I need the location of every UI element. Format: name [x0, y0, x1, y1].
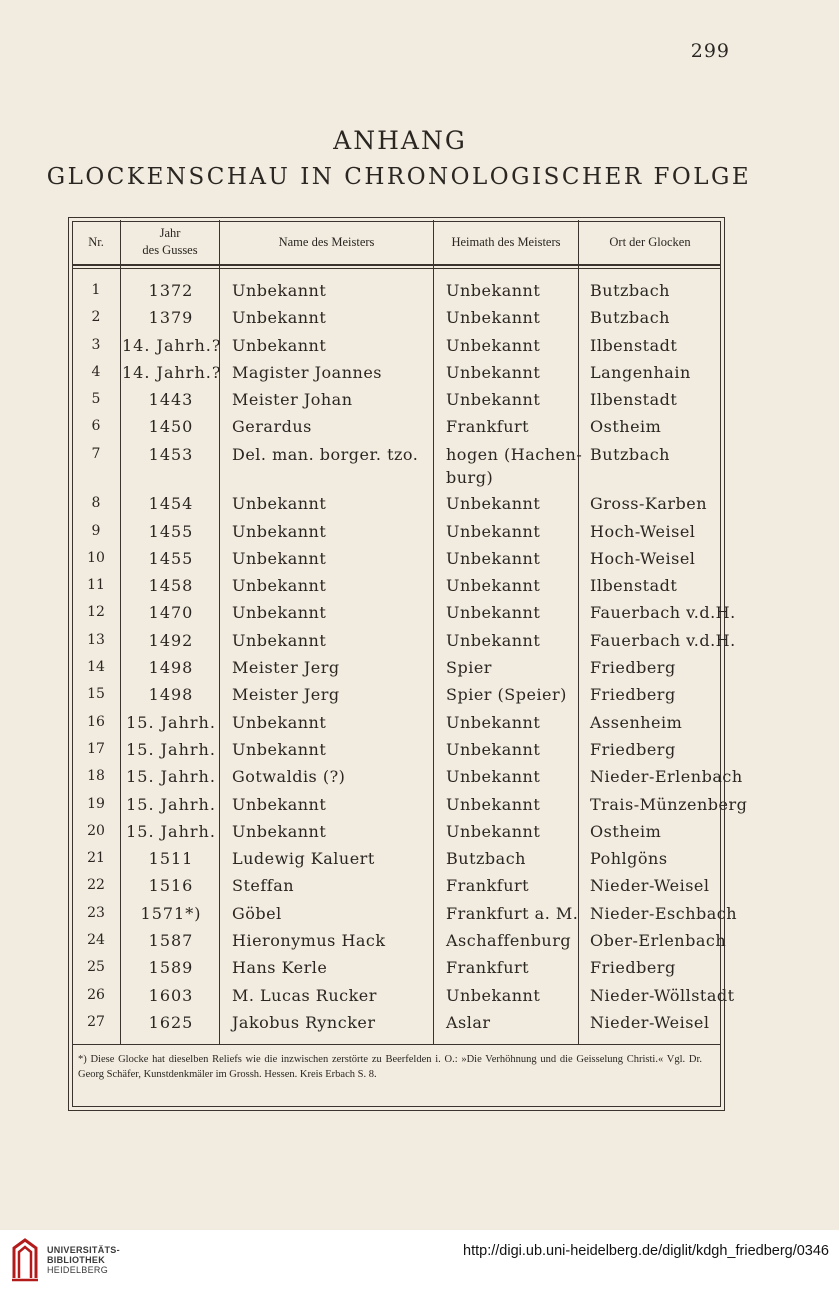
cell-year: 1589 — [148, 958, 194, 978]
cell-master-name: Unbekannt — [232, 603, 327, 623]
cell-year: 1498 — [148, 685, 194, 705]
cell-year: 1454 — [148, 494, 194, 514]
cell-year: 1470 — [148, 603, 194, 623]
cell-nr: 1 — [91, 282, 101, 298]
cell-master-name: Del. man. borger. tzo. — [232, 444, 419, 464]
cell-location: Hoch-Weisel — [590, 521, 696, 541]
table-row — [72, 982, 735, 1009]
cell-nr: 7 — [91, 445, 101, 462]
cell-master-name: Jakobus Ryncker — [232, 1012, 376, 1032]
table-row — [72, 954, 720, 981]
header-nr-label: Nr. — [88, 234, 104, 249]
cell-year: 1571*) — [140, 903, 202, 923]
cell-nr: 18 — [87, 768, 105, 785]
cell-location: Nieder-Erlenbach — [590, 767, 743, 787]
header-ort — [579, 220, 721, 264]
table-row — [72, 599, 736, 626]
cell-master-name: Unbekannt — [232, 335, 327, 355]
cell-nr: 16 — [87, 713, 105, 730]
cell-location: Fauerbach v.d.H. — [590, 630, 736, 650]
table-row — [72, 277, 720, 304]
header-name-label: Name des Meisters — [278, 234, 375, 249]
cell-year: 1511 — [148, 849, 194, 869]
cell-location: Gross-Karben — [590, 494, 708, 514]
table-row — [72, 872, 720, 899]
table-row — [72, 332, 720, 359]
cell-year: 1453 — [148, 444, 194, 464]
cell-heimath: Aschaffenburg — [446, 931, 572, 951]
logo-line-2: BIBLIOTHEK — [47, 1255, 105, 1265]
cell-heimath: Unbekannt — [446, 794, 541, 814]
cell-year: 14. Jahrh.? — [122, 335, 222, 355]
cell-nr: 21 — [87, 850, 105, 867]
cell-year: 15. Jahrh. — [126, 712, 216, 732]
cell-year: 15. Jahrh. — [126, 821, 216, 841]
table-row — [72, 900, 738, 927]
cell-location: Nieder-Weisel — [590, 876, 710, 896]
cell-year: 1625 — [148, 1012, 194, 1032]
table-row — [72, 545, 720, 572]
cell-nr: 12 — [87, 604, 105, 621]
page-number: 299 — [690, 40, 730, 62]
cell-nr: 15 — [87, 686, 105, 703]
cell-heimath: Unbekannt — [446, 308, 541, 328]
cell-year: 1455 — [148, 521, 194, 541]
cell-year: 1455 — [148, 548, 194, 568]
cell-location: Ilbenstadt — [590, 335, 678, 355]
cell-heimath: Unbekannt — [446, 603, 541, 623]
table-row — [72, 845, 720, 872]
footnote-rule — [72, 1044, 720, 1045]
header-rule-thin — [72, 268, 720, 269]
table-body — [72, 277, 748, 1036]
cell-heimath: Unbekannt — [446, 630, 541, 650]
cell-master-name: Magister Joannes — [232, 362, 382, 382]
table-row — [72, 572, 720, 599]
cell-location: Nieder-Wöllstadt — [590, 985, 735, 1005]
cell-nr: 14 — [87, 659, 105, 676]
cell-heimath: Frankfurt — [446, 417, 530, 437]
source-url-link[interactable]: http://digi.ub.uni-heidelberg.de/diglit/kdgh_friedberg/0346 — [463, 1243, 829, 1259]
header-ort-label: Ort der Glocken — [609, 234, 691, 249]
table-row — [72, 736, 720, 763]
header-year-line1: Jahr — [159, 226, 181, 241]
cell-location: Ostheim — [590, 821, 662, 841]
cell-year: 1443 — [148, 390, 194, 410]
cell-nr: 22 — [87, 877, 105, 894]
table-row — [72, 681, 720, 708]
cell-nr: 24 — [87, 932, 105, 949]
header-heimath-label: Heimath des Meisters — [451, 234, 561, 249]
logo-line-1: UNIVERSITÄTS- — [47, 1245, 120, 1255]
cell-year: 1516 — [148, 876, 194, 896]
library-logo-text — [47, 1245, 120, 1275]
cell-year: 15. Jahrh. — [126, 767, 216, 787]
table-row — [72, 709, 720, 736]
table-row — [72, 818, 720, 845]
cell-heimath: Aslar — [446, 1012, 491, 1032]
cell-heimath: Frankfurt — [446, 876, 530, 896]
cell-master-name: Unbekannt — [232, 281, 327, 300]
page-title: ANHANG — [333, 125, 467, 155]
cell-location: Ilbenstadt — [590, 390, 678, 410]
cell-location: Butzbach — [590, 444, 670, 464]
cell-nr: 17 — [87, 740, 105, 757]
cell-master-name: Unbekannt — [232, 794, 327, 814]
cell-nr: 27 — [87, 1013, 105, 1030]
cell-year: 1372 — [148, 281, 194, 300]
cell-location: Langenhain — [590, 362, 691, 382]
cell-location: Assenheim — [590, 712, 683, 732]
library-footer — [0, 1230, 839, 1291]
cell-location: Fauerbach v.d.H. — [590, 603, 736, 623]
cell-year: 1603 — [148, 985, 194, 1005]
cell-heimath: Unbekannt — [446, 362, 541, 382]
cell-location: Nieder-Eschbach — [590, 903, 738, 923]
header-year-line2: des Gusses — [142, 243, 198, 257]
cell-year: 1450 — [148, 417, 194, 437]
page-subtitle: GLOCKENSCHAU IN CHRONOLOGISCHER FOLGE — [46, 164, 752, 190]
cell-nr: 5 — [91, 391, 101, 408]
cell-master-name: Hieronymus Hack — [232, 931, 386, 951]
cell-heimath: Unbekannt — [446, 390, 541, 410]
footnote: *) Diese Glocke hat dieselben Reliefs wie die inzwischen zerstörte zu Beerfelden i. O.: »Die Verhöhnung und die Geisselung Christi.« Vgl. Dr. Georg Schäfer, Kunstdenkmäler im Grossh. Hessen. Kreis Erbach S. 8. — [78, 1054, 702, 1080]
cell-heimath: Unbekannt — [446, 281, 541, 300]
table-row — [72, 386, 720, 413]
cell-location: Pohlgöns — [590, 849, 668, 869]
cell-heimath: Butzbach — [446, 849, 526, 869]
cell-year: 1587 — [148, 931, 194, 951]
cell-year: 1458 — [148, 576, 194, 596]
library-logo-icon — [10, 1238, 40, 1282]
cell-nr: 6 — [91, 418, 101, 435]
cell-heimath: Unbekannt — [446, 739, 541, 759]
cell-master-name: Gerardus — [232, 417, 312, 437]
cell-master-name: Steffan — [232, 876, 295, 896]
cell-location: Friedberg — [590, 658, 676, 678]
cell-location: Butzbach — [590, 281, 670, 300]
cell-location: Ilbenstadt — [590, 576, 678, 596]
cell-nr: 19 — [87, 795, 105, 812]
cell-heimath: Unbekannt — [446, 576, 541, 596]
cell-heimath: Unbekannt — [446, 521, 541, 541]
table-row — [72, 490, 720, 517]
cell-location: Hoch-Weisel — [590, 548, 696, 568]
cell-master-name: Unbekannt — [232, 712, 327, 732]
cell-nr: 23 — [87, 904, 105, 921]
cell-location: Ober-Erlenbach — [590, 931, 727, 951]
cell-location: Butzbach — [590, 308, 670, 328]
cell-heimath: Unbekannt — [446, 335, 541, 355]
cell-location: Nieder-Weisel — [590, 1012, 710, 1032]
cell-master-name: Hans Kerle — [232, 958, 328, 978]
cell-year: 1492 — [148, 630, 194, 650]
cell-location: Friedberg — [590, 739, 676, 759]
cell-heimath: Frankfurt — [446, 958, 530, 978]
cell-nr: 2 — [91, 309, 101, 326]
cell-master-name: Meister Johan — [232, 390, 353, 410]
cell-nr: 11 — [87, 577, 105, 594]
header-year — [121, 220, 219, 264]
cell-master-name: Unbekannt — [232, 308, 327, 328]
logo-line-3: HEIDELBERG — [47, 1265, 109, 1275]
cell-nr: 20 — [87, 822, 105, 839]
cell-nr: 8 — [91, 495, 101, 512]
table-row — [72, 359, 720, 386]
table-row — [72, 441, 720, 491]
cell-master-name: Meister Jerg — [232, 658, 340, 678]
cell-location: Trais-Münzenberg — [590, 794, 748, 814]
cell-heimath: Spier (Speier) — [446, 685, 567, 705]
cell-heimath: Unbekannt — [446, 767, 541, 787]
cell-nr: 26 — [87, 986, 105, 1003]
cell-year: 15. Jahrh. — [126, 739, 216, 759]
cell-master-name: M. Lucas Rucker — [232, 985, 377, 1005]
cell-master-name: Unbekannt — [232, 521, 327, 541]
cell-heimath: Spier — [446, 658, 492, 678]
cell-heimath: hogen (Hachen-burg) — [446, 444, 583, 487]
cell-nr: 9 — [91, 522, 101, 539]
header-nr — [72, 220, 120, 264]
cell-master-name: Unbekannt — [232, 739, 327, 759]
cell-master-name: Meister Jerg — [232, 685, 340, 705]
header-name — [220, 220, 433, 264]
cell-heimath: Unbekannt — [446, 985, 541, 1005]
cell-heimath: Frankfurt a. M. — [446, 903, 579, 923]
cell-location: Friedberg — [590, 958, 676, 978]
cell-master-name: Unbekannt — [232, 576, 327, 596]
table-row — [72, 791, 748, 818]
cell-nr: 13 — [87, 631, 105, 648]
cell-heimath: Unbekannt — [446, 712, 541, 732]
cell-master-name: Unbekannt — [232, 821, 327, 841]
header-heimath — [434, 220, 578, 264]
header-rule — [72, 264, 720, 266]
cell-location: Ostheim — [590, 417, 662, 437]
table-row — [72, 763, 743, 790]
table-row — [72, 413, 720, 440]
cell-nr: 3 — [91, 336, 101, 353]
cell-year: 1379 — [148, 308, 194, 328]
table-row — [72, 654, 720, 681]
cell-heimath: Unbekannt — [446, 548, 541, 568]
cell-master-name: Unbekannt — [232, 630, 327, 650]
cell-nr: 10 — [87, 549, 105, 566]
cell-heimath: Unbekannt — [446, 821, 541, 841]
cell-year: 15. Jahrh. — [126, 794, 216, 814]
table-row — [72, 927, 727, 954]
cell-master-name: Göbel — [232, 903, 282, 923]
cell-year: 14. Jahrh.? — [122, 362, 222, 382]
cell-master-name: Unbekannt — [232, 548, 327, 568]
cell-location: Friedberg — [590, 685, 676, 705]
table-row — [72, 1009, 720, 1036]
cell-master-name: Gotwaldis (?) — [232, 767, 346, 787]
table-row — [72, 304, 720, 331]
cell-master-name: Ludewig Kaluert — [232, 849, 375, 869]
cell-nr: 4 — [91, 363, 101, 380]
cell-master-name: Unbekannt — [232, 494, 327, 514]
cell-nr: 25 — [87, 959, 105, 976]
table-row — [72, 518, 720, 545]
table-row — [72, 627, 736, 654]
cell-year: 1498 — [148, 658, 194, 678]
cell-heimath: Unbekannt — [446, 494, 541, 514]
